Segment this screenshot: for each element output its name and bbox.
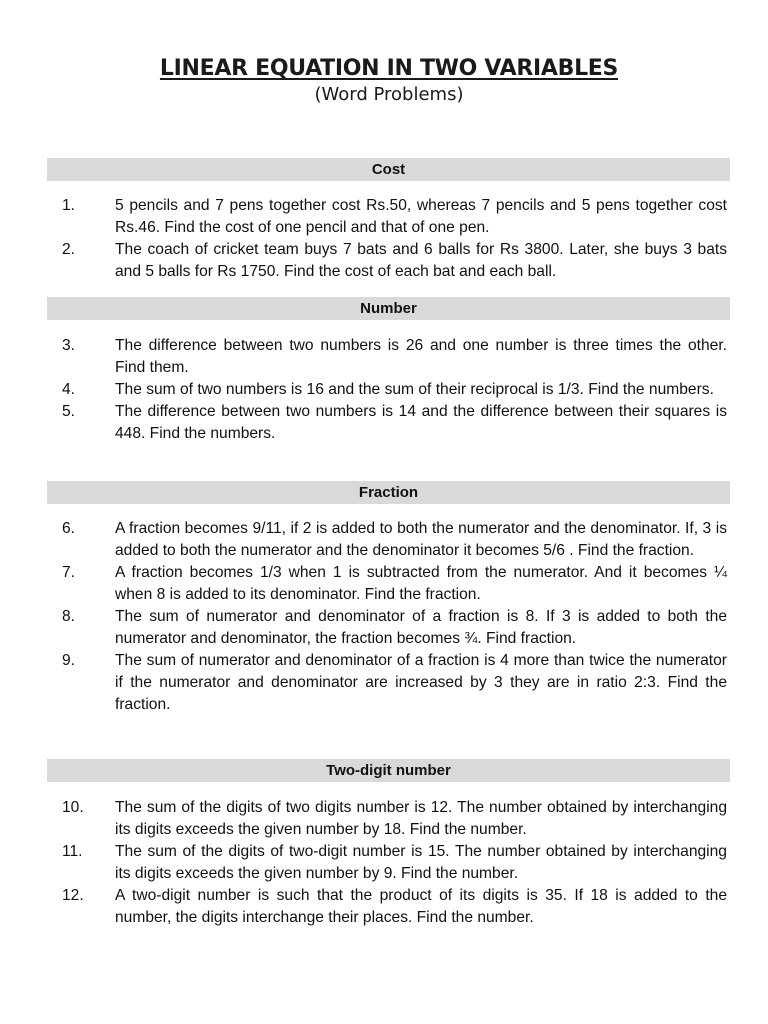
- problem-text: The sum of the digits of two digits number is 12. The number obtained by interchanging its digits exceeds the given number by 18. Find the number.: [115, 799, 727, 838]
- problem-text: The difference between two numbers is 26 and one number is three times the other. Find them.: [115, 337, 727, 376]
- problem-list-two-digit-number: [0, 797, 768, 929]
- document-title: LINEAR EQUATION IN TWO VARIABLES: [159, 56, 619, 81]
- problem-list-number: [0, 335, 768, 445]
- problem-item: [0, 885, 768, 929]
- section-heading-cost: Cost: [47, 158, 730, 181]
- problem-number: 10.: [62, 799, 84, 816]
- section-heading-number: Number: [47, 297, 730, 320]
- problem-text: The sum of two numbers is 16 and the sum of their reciprocal is 1/3. Find the numbers.: [115, 381, 714, 398]
- problem-number: 4.: [62, 381, 76, 398]
- problem-number: 11.: [62, 843, 83, 860]
- problem-text: The sum of numerator and denominator of a fraction is 4 more than twice the numerator if the numerator and denominator are increased by 3 they are in ratio 2:3. Find the fraction.: [115, 652, 727, 713]
- problem-number: 6.: [62, 520, 76, 537]
- problem-text: The sum of numerator and denominator of a fraction is 8. If 3 is added to both the numerator and denominator, the fraction becomes ¾. Find fraction.: [115, 608, 727, 647]
- problem-item: [0, 650, 768, 716]
- problem-number: 8.: [62, 608, 76, 625]
- problem-text: The difference between two numbers is 14 and the difference between their squares is 448. Find the numbers.: [115, 403, 727, 442]
- problem-number: 5.: [62, 403, 76, 420]
- problem-item: [0, 401, 768, 445]
- section-heading-two-digit-number: Two-digit number: [47, 759, 730, 782]
- problem-item: [0, 606, 768, 650]
- problem-number: 3.: [62, 337, 76, 354]
- problem-text: The coach of cricket team buys 7 bats and 6 balls for Rs 3800. Later, she buys 3 bats and 5 balls for Rs 1750. Find the cost of each bat and each ball.: [115, 241, 727, 280]
- problem-item: [0, 379, 768, 401]
- problem-number: 2.: [62, 241, 76, 258]
- problem-text: A fraction becomes 9/11, if 2 is added to both the numerator and the denominator. If, 3 is added to both the numerator and the denominator it becomes 5/6 . Find the fraction.: [115, 520, 727, 559]
- problem-list-fraction: [0, 518, 768, 716]
- problem-number: 9.: [62, 652, 76, 669]
- problem-item: [0, 518, 768, 562]
- problem-number: 12.: [62, 887, 84, 904]
- problem-text: A two-digit number is such that the product of its digits is 35. If 18 is added to the number, the digits interchange their places. Find the number.: [115, 887, 727, 926]
- problem-item: [0, 841, 768, 885]
- section-heading-fraction: Fraction: [47, 481, 730, 504]
- problem-text: The sum of the digits of two-digit number is 15. The number obtained by interchanging its digits exceeds the given number by 9. Find the number.: [115, 843, 727, 882]
- problem-item: [0, 797, 768, 841]
- document-subtitle: (Word Problems): [314, 84, 464, 105]
- problem-number: 1.: [62, 197, 76, 214]
- problem-item: [0, 239, 768, 283]
- problem-item: [0, 335, 768, 379]
- problem-item: [0, 195, 768, 239]
- problem-text: A fraction becomes 1/3 when 1 is subtracted from the numerator. And it becomes ¼ when 8 is added to its denominator. Find the fraction.: [115, 564, 727, 603]
- problem-number: 7.: [62, 564, 76, 581]
- problem-item: [0, 562, 768, 606]
- problem-list-cost: [0, 195, 768, 283]
- problem-text: 5 pencils and 7 pens together cost Rs.50, whereas 7 pencils and 5 pens together cost Rs.46. Find the cost of one pencil and that of one pen.: [115, 197, 727, 236]
